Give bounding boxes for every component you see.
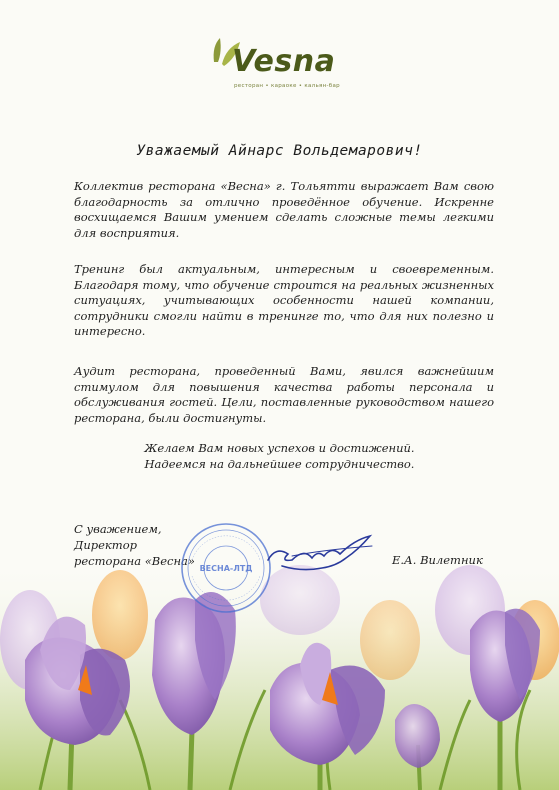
closing-wishes <box>0 440 559 472</box>
signatory-name: Е.А. Вилетник <box>392 553 483 567</box>
paragraph-3: Аудит ресторана, проведенный Вами, явился важнейшим стимулом для повышения качества работы персонала и обслуживания гостей. Цели, поставленные руководством нашего ресторана, были достигнуты. <box>74 364 494 425</box>
position: Директор <box>74 538 137 552</box>
handwritten-signature <box>262 528 392 578</box>
paragraph-1: Коллектив ресторана «Весна» г. Тольятти выражает Вам свою благодарность за отлично проведённое обучение. Искренне восхищаемся Вашим умением сделать сложные темы легкими для восприятия. <box>74 179 494 240</box>
vesna-logo <box>210 36 360 96</box>
closing-line-1: Желаем Вам новых успехов и достижений. <box>144 441 415 455</box>
paragraph-2: Тренинг был актуальным, интересным и своевременным. Благодаря тому, что обучение строится на реальных жизненных ситуациях, учитывающих особенности нашей компании, сотрудники смогли найти в тренинге то, что для них полезно и интересно. <box>74 262 494 339</box>
company-stamp <box>178 520 274 616</box>
stamp-center-text: ВЕСНА-ЛТД <box>199 564 253 573</box>
closing-line-2: Надеемся на дальнейшее сотрудничество. <box>144 457 415 471</box>
regards: С уважением, <box>74 522 162 536</box>
salutation: Уважаемый Айнарс Вольдемарович! <box>136 143 423 159</box>
logo-brand: Vesna <box>232 44 336 79</box>
logo-tagline: ресторан • караоке • кальян-бар <box>234 83 340 89</box>
organization: ресторана «Весна» <box>74 554 195 568</box>
